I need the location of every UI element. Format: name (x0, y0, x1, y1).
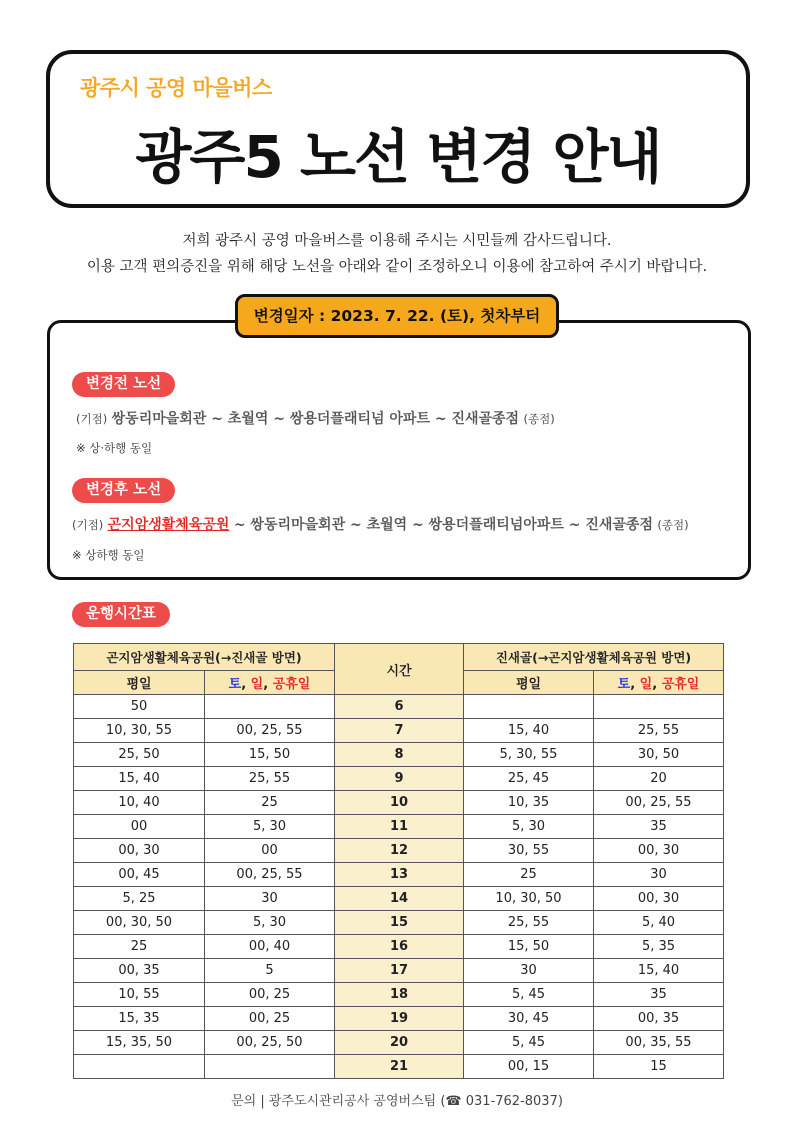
end-label: (종점) (657, 518, 689, 532)
table-row (74, 911, 724, 935)
left-weekday-cell: 15, 35 (74, 1007, 205, 1031)
hour-cell: 21 (335, 1055, 464, 1079)
left-holiday-cell: 25, 55 (205, 767, 335, 791)
left-holiday-cell: 5, 30 (205, 815, 335, 839)
left-weekday-cell: 50 (74, 695, 205, 719)
right-weekday-cell: 25 (464, 863, 594, 887)
hour-cell: 17 (335, 959, 464, 983)
left-weekday-cell: 15, 35, 50 (74, 1031, 205, 1055)
header-subtitle: 광주시 공영 마을버스 (80, 76, 272, 100)
right-holiday-cell: 5, 35 (594, 935, 724, 959)
left-holiday-cell (205, 695, 335, 719)
after-route-stops: ~ 쌍동리마을회관 ~ 초월역 ~ 쌍용더플래티넘아파트 ~ 진새골종점 (233, 517, 653, 533)
table-row (74, 1007, 724, 1031)
weekday-header: 평일 (74, 671, 205, 695)
left-holiday-cell (205, 1055, 335, 1079)
right-weekday-cell: 5, 30 (464, 815, 594, 839)
hour-cell: 10 (335, 791, 464, 815)
weekday-header: 평일 (464, 671, 594, 695)
contact-footer: 문의 | 광주도시관리공사 공영버스팀 (☎ 031-762-8037) (231, 1094, 563, 1109)
table-row (74, 839, 724, 863)
before-route-stops: 쌍동리마을회관 ~ 초월역 ~ 쌍용더플래티넘 아파트 ~ 진새골종점 (111, 411, 520, 427)
left-weekday-cell: 00, 30, 50 (74, 911, 205, 935)
table-row (74, 719, 724, 743)
route-change-box (47, 320, 751, 580)
header-box (46, 50, 750, 208)
right-holiday-cell: 30, 50 (594, 743, 724, 767)
left-weekday-cell (74, 1055, 205, 1079)
start-label: (기점) (76, 412, 108, 426)
table-row (74, 887, 724, 911)
right-weekday-cell: 30 (464, 959, 594, 983)
left-weekday-cell: 00, 30 (74, 839, 205, 863)
intro-line-1: 저희 광주시 공영 마을버스를 이용해 주시는 시민들께 감사드립니다. (182, 233, 612, 249)
holiday-header: 토, 일, 공휴일 (594, 671, 724, 695)
holiday-header: 토, 일, 공휴일 (205, 671, 335, 695)
table-row (74, 1031, 724, 1055)
end-label: (종점) (523, 412, 555, 426)
after-route-note: ※ 상하행 동일 (72, 548, 145, 562)
hour-cell: 19 (335, 1007, 464, 1031)
left-weekday-cell: 00, 45 (74, 863, 205, 887)
right-holiday-cell: 30 (594, 863, 724, 887)
left-weekday-cell: 10, 30, 55 (74, 719, 205, 743)
right-holiday-cell: 35 (594, 815, 724, 839)
hour-cell: 9 (335, 767, 464, 791)
hour-cell: 20 (335, 1031, 464, 1055)
left-weekday-cell: 25 (74, 935, 205, 959)
right-holiday-cell: 20 (594, 767, 724, 791)
left-direction-header: 곤지암생활체육공원(→진새골 방면) (74, 644, 335, 671)
table-row (74, 863, 724, 887)
before-route-line (76, 408, 555, 428)
right-weekday-cell: 00, 15 (464, 1055, 594, 1079)
before-route-note: ※ 상·하행 동일 (76, 441, 153, 455)
table-row (74, 935, 724, 959)
right-weekday-cell: 10, 35 (464, 791, 594, 815)
intro-line-2: 이용 고객 편의증진을 위해 해당 노선을 아래와 같이 조정하오니 이용에 참고하여 주시기 바랍니다. (86, 259, 708, 275)
right-holiday-cell: 5, 40 (594, 911, 724, 935)
hour-cell: 18 (335, 983, 464, 1007)
right-holiday-cell (594, 695, 724, 719)
right-weekday-cell: 30, 45 (464, 1007, 594, 1031)
right-holiday-cell: 00, 35, 55 (594, 1031, 724, 1055)
left-holiday-cell: 5, 30 (205, 911, 335, 935)
left-holiday-cell: 15, 50 (205, 743, 335, 767)
right-holiday-cell: 15, 40 (594, 959, 724, 983)
left-holiday-cell: 00, 25 (205, 1007, 335, 1031)
table-row (74, 815, 724, 839)
timetable (73, 643, 724, 1079)
left-weekday-cell: 00 (74, 815, 205, 839)
left-holiday-cell: 00, 25, 50 (205, 1031, 335, 1055)
table-row (74, 767, 724, 791)
right-weekday-cell: 5, 30, 55 (464, 743, 594, 767)
hour-cell: 12 (335, 839, 464, 863)
left-weekday-cell: 10, 40 (74, 791, 205, 815)
right-holiday-cell: 00, 25, 55 (594, 791, 724, 815)
hour-cell: 7 (335, 719, 464, 743)
time-header: 시간 (335, 644, 464, 695)
left-holiday-cell: 00, 25, 55 (205, 863, 335, 887)
left-holiday-cell: 30 (205, 887, 335, 911)
timetable-tag: 운행시간표 (72, 602, 170, 627)
hour-cell: 8 (335, 743, 464, 767)
right-holiday-cell: 00, 35 (594, 1007, 724, 1031)
page-title: 광주5 노선 변경 안내 (135, 123, 661, 191)
after-route-line (72, 514, 689, 534)
left-holiday-cell: 00 (205, 839, 335, 863)
right-direction-header: 진새골(→곤지암생활체육공원 방면) (464, 644, 724, 671)
left-holiday-cell: 00, 25, 55 (205, 719, 335, 743)
right-holiday-cell: 00, 30 (594, 887, 724, 911)
table-row (74, 1055, 724, 1079)
change-date-badge: 변경일자 : 2023. 7. 22. (토), 첫차부터 (235, 294, 559, 338)
left-weekday-cell: 5, 25 (74, 887, 205, 911)
hour-cell: 11 (335, 815, 464, 839)
table-row (74, 791, 724, 815)
table-row (74, 695, 724, 719)
left-holiday-cell: 00, 40 (205, 935, 335, 959)
hour-cell: 14 (335, 887, 464, 911)
left-weekday-cell: 10, 55 (74, 983, 205, 1007)
table-row (74, 959, 724, 983)
hour-cell: 16 (335, 935, 464, 959)
right-weekday-cell: 5, 45 (464, 1031, 594, 1055)
start-label: (기점) (72, 518, 104, 532)
left-holiday-cell: 25 (205, 791, 335, 815)
right-weekday-cell: 10, 30, 50 (464, 887, 594, 911)
right-weekday-cell: 30, 55 (464, 839, 594, 863)
hour-cell: 15 (335, 911, 464, 935)
right-holiday-cell: 00, 30 (594, 839, 724, 863)
right-weekday-cell: 5, 45 (464, 983, 594, 1007)
hour-cell: 13 (335, 863, 464, 887)
left-holiday-cell: 00, 25 (205, 983, 335, 1007)
hour-cell: 6 (335, 695, 464, 719)
left-holiday-cell: 5 (205, 959, 335, 983)
right-weekday-cell: 15, 40 (464, 719, 594, 743)
right-holiday-cell: 35 (594, 983, 724, 1007)
table-row (74, 743, 724, 767)
new-stop-highlight: 곤지암생활체육공원 (107, 517, 230, 533)
left-weekday-cell: 25, 50 (74, 743, 205, 767)
intro-text (0, 228, 794, 280)
right-weekday-cell: 25, 45 (464, 767, 594, 791)
before-route-tag: 변경전 노선 (72, 372, 175, 397)
right-holiday-cell: 15 (594, 1055, 724, 1079)
table-row (74, 983, 724, 1007)
right-weekday-cell: 25, 55 (464, 911, 594, 935)
after-route-tag: 변경후 노선 (72, 478, 175, 503)
right-weekday-cell (464, 695, 594, 719)
right-weekday-cell: 15, 50 (464, 935, 594, 959)
right-holiday-cell: 25, 55 (594, 719, 724, 743)
left-weekday-cell: 00, 35 (74, 959, 205, 983)
left-weekday-cell: 15, 40 (74, 767, 205, 791)
